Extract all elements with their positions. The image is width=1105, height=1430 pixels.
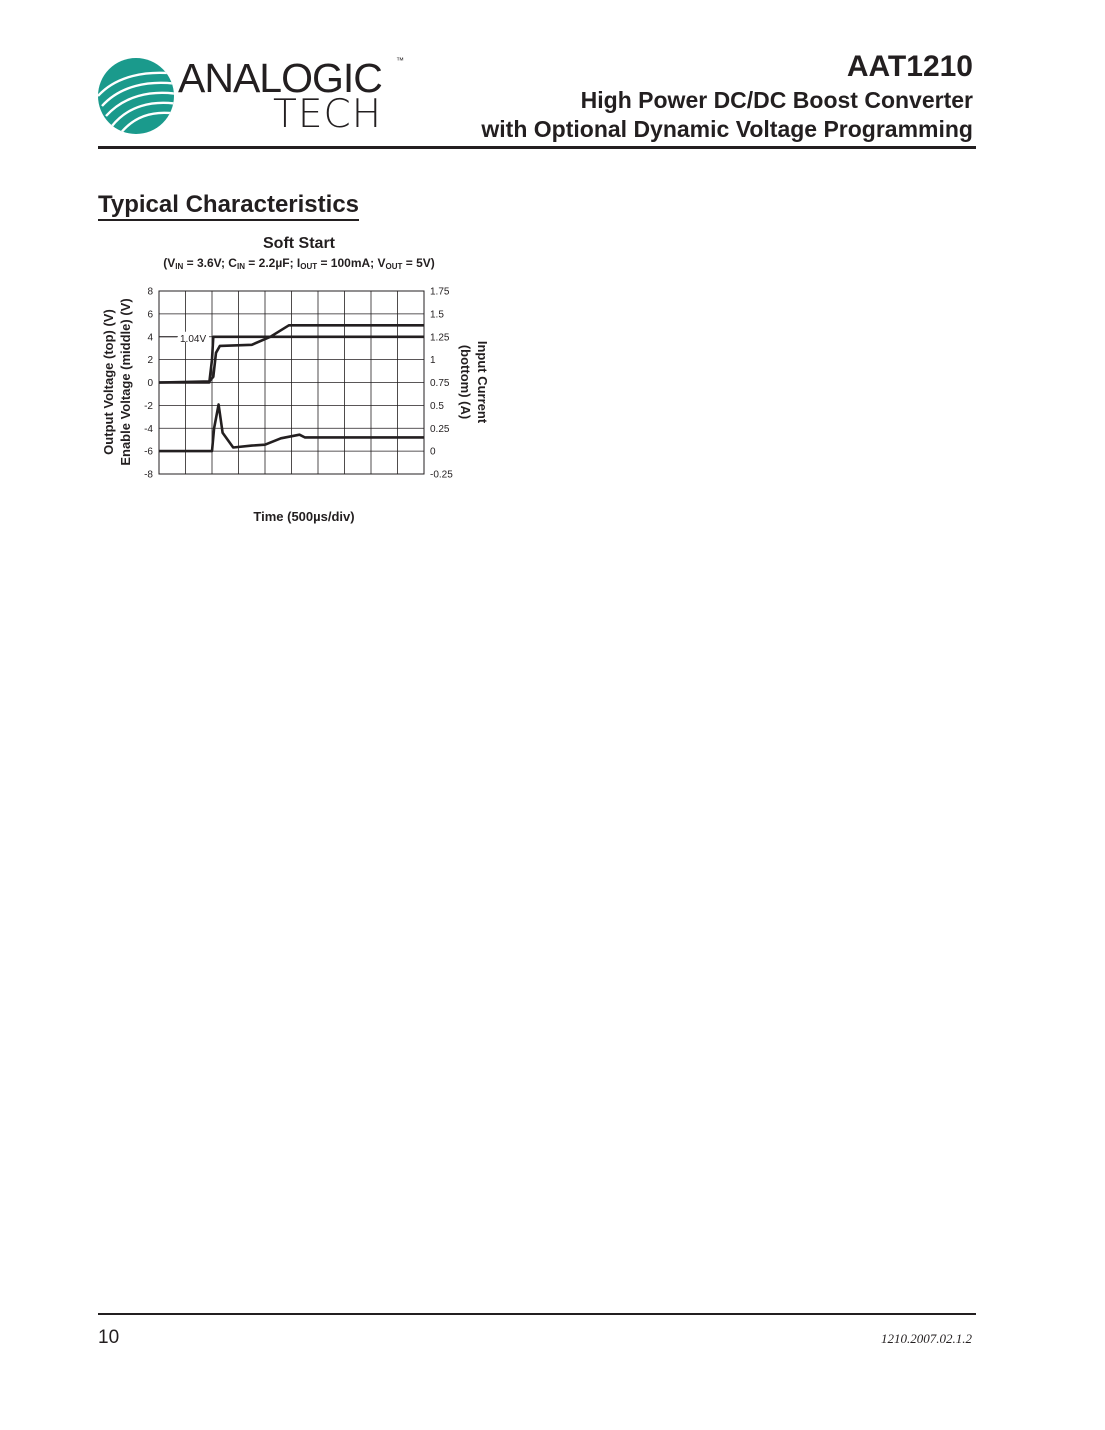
- right-tick-label: 1.5: [430, 309, 444, 321]
- left-tick-label: 6: [147, 309, 153, 321]
- x-axis-label: Time (500µs/div): [253, 509, 355, 524]
- logo-wordmark-bottom: TECH: [273, 92, 383, 137]
- chart-subtitle: ($V_{IN} = 3.6V$; $C_{IN} = 2.2\mu F$; $I_{OUT} = 100mA$; $V_{OUT} = 5V$): [163, 256, 435, 271]
- left-tick-label: -2: [144, 400, 153, 412]
- right-tick-label: 1.25: [430, 332, 450, 344]
- left-tick-label: -6: [144, 446, 153, 458]
- document-title-line2: with Optional Dynamic Voltage Programming: [481, 116, 973, 142]
- y-axis-label-left-line2: Enable Voltage (middle) (V): [118, 298, 133, 466]
- threshold-annotation: 1.04V: [180, 334, 207, 345]
- y-axis-label-left-line1: Output Voltage (top) (V): [101, 309, 116, 455]
- left-tick-label: 2: [147, 355, 153, 367]
- page-number: 10: [98, 1327, 120, 1348]
- y-axis-label-right-line1: Input Current: [475, 340, 490, 424]
- footer-divider: [98, 1313, 976, 1315]
- left-tick-label: 8: [147, 286, 153, 298]
- document-code: 1210.2007.02.1.2: [881, 1331, 972, 1346]
- right-tick-label: 0: [430, 446, 436, 458]
- trademark-mark: ™: [396, 56, 404, 65]
- chart-title: Soft Start: [263, 235, 335, 252]
- right-tick-label: 1: [430, 355, 436, 367]
- left-tick-label: -4: [144, 423, 153, 435]
- left-tick-label: 0: [147, 378, 153, 389]
- right-tick-label: -0.25: [430, 469, 453, 481]
- left-tick-label: 4: [147, 332, 153, 344]
- right-tick-label: 0.75: [430, 378, 450, 389]
- right-tick-label: 1.75: [430, 286, 450, 298]
- document-title-line1: High Power DC/DC Boost Converter: [580, 87, 973, 113]
- part-number: AAT1210: [846, 50, 973, 83]
- soft-start-chart: [0, 0, 1105, 560]
- y-axis-label-right-line2: (bottom) (A): [458, 344, 473, 420]
- left-tick-label: -8: [144, 469, 153, 481]
- right-tick-label: 0.5: [430, 400, 444, 412]
- logo-wordmark-top: ANALOGIC: [178, 55, 382, 101]
- section-title: Typical Characteristics: [98, 191, 359, 221]
- right-tick-label: 0.25: [430, 423, 450, 435]
